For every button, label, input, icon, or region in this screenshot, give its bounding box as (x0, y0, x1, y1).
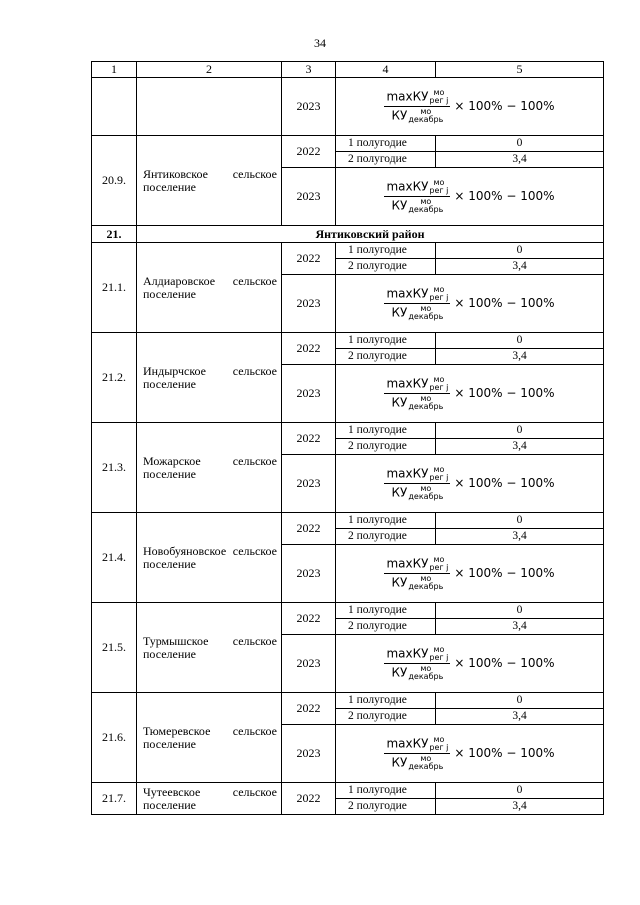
formula-den-base: КУ (391, 485, 408, 500)
formula-den-base: КУ (391, 305, 408, 320)
formula-tail: × 100% − 100% (454, 566, 555, 580)
year-cell: 2022 (282, 333, 336, 365)
formula-num-sub: рег j (429, 186, 449, 195)
formula-den-base: КУ (391, 108, 408, 123)
row-number-cell: 21.1. (92, 243, 137, 333)
formula-num-base: maxКУ (386, 556, 429, 571)
header-row (92, 62, 604, 78)
formula-fraction (384, 89, 450, 124)
settlement-name-cell: Индырчское сельское поселение (137, 333, 282, 423)
header-cell: 3 (282, 62, 336, 78)
formula-num-sup: мо (433, 88, 445, 97)
table-row (92, 136, 604, 152)
header-cell: 1 (92, 62, 137, 78)
row-number-cell: 21.2. (92, 333, 137, 423)
half-year-cell: 2 полугодие (336, 259, 436, 275)
tariff-table (91, 61, 604, 815)
formula-numerator (384, 556, 450, 574)
formula-num-sub: рег j (429, 743, 449, 752)
formula-denominator (390, 664, 446, 681)
formula-num-sub: рег j (429, 563, 449, 572)
formula-cell (336, 365, 604, 423)
half-year-cell: 1 полугодие (336, 423, 436, 439)
table-row (92, 423, 604, 439)
half-year-cell: 2 полугодие (336, 439, 436, 455)
formula-numerator (384, 466, 450, 484)
formula-numerator (384, 286, 450, 304)
half-year-cell: 1 полугодие (336, 243, 436, 259)
header-cell: 4 (336, 62, 436, 78)
formula-den-base: КУ (391, 198, 408, 213)
formula-den-base: КУ (391, 755, 408, 770)
formula-den-sup: мо (420, 484, 432, 493)
value-cell: 3,4 (436, 799, 604, 815)
value-cell: 0 (436, 693, 604, 709)
formula-fraction (384, 736, 450, 771)
formula-num-base: maxКУ (386, 286, 429, 301)
formula-numerator (384, 646, 450, 664)
table-row (92, 603, 604, 619)
formula-tail: × 100% − 100% (454, 476, 555, 490)
table-row (92, 78, 604, 136)
settlement-name-cell (137, 78, 282, 136)
formula-denominator (390, 197, 446, 214)
year-cell: 2023 (282, 545, 336, 603)
section-row (92, 226, 604, 243)
year-cell: 2022 (282, 423, 336, 455)
formula-fraction (384, 376, 450, 411)
page-number: 34 (314, 36, 326, 50)
formula-num-sup: мо (433, 555, 445, 564)
table-row (92, 513, 604, 529)
value-cell: 3,4 (436, 152, 604, 168)
value-cell: 0 (436, 783, 604, 799)
formula-num-sup: мо (433, 375, 445, 384)
formula-num-sub: рег j (429, 383, 449, 392)
row-number-cell (92, 78, 137, 136)
formula-den-base: КУ (391, 665, 408, 680)
formula-fraction (384, 646, 450, 681)
table-body (92, 62, 604, 815)
year-cell: 2022 (282, 513, 336, 545)
value-cell: 0 (436, 423, 604, 439)
formula-denominator (390, 754, 446, 771)
half-year-cell: 1 полугодие (336, 136, 436, 152)
formula-den-sub: декабрь (408, 672, 444, 681)
formula-num-sub: рег j (429, 473, 449, 482)
formula-den-sup: мо (420, 574, 432, 583)
header-cell: 5 (436, 62, 604, 78)
formula-tail: × 100% − 100% (454, 386, 555, 400)
table-row (92, 693, 604, 709)
half-year-cell: 2 полугодие (336, 529, 436, 545)
formula-num-sup: мо (433, 178, 445, 187)
section-number-cell: 21. (92, 226, 137, 243)
formula-den-sub: декабрь (408, 115, 444, 124)
formula-tail: × 100% − 100% (454, 99, 555, 113)
formula-cell (336, 168, 604, 226)
formula-den-sub: декабрь (408, 762, 444, 771)
formula-num-sub: рег j (429, 293, 449, 302)
half-year-cell: 1 полугодие (336, 333, 436, 349)
formula-cell (336, 78, 604, 136)
value-cell: 0 (436, 603, 604, 619)
half-year-cell: 2 полугодие (336, 619, 436, 635)
settlement-name-cell: Тюмеревское сельское поселение (137, 693, 282, 783)
year-cell: 2022 (282, 783, 336, 815)
year-cell: 2023 (282, 455, 336, 513)
row-number-cell: 21.4. (92, 513, 137, 603)
header-cell: 2 (137, 62, 282, 78)
formula-num-base: maxКУ (386, 466, 429, 481)
half-year-cell: 2 полугодие (336, 799, 436, 815)
formula-num-sup: мо (433, 285, 445, 294)
formula-numerator (384, 736, 450, 754)
formula-num-base: maxКУ (386, 376, 429, 391)
settlement-name-cell: Алдиаровское сельское поселение (137, 243, 282, 333)
settlement-name-cell: Можарское сельское поселение (137, 423, 282, 513)
formula-num-sup: мо (433, 735, 445, 744)
half-year-cell: 1 полугодие (336, 693, 436, 709)
formula-fraction (384, 466, 450, 501)
formula-fraction (384, 286, 450, 321)
value-cell: 3,4 (436, 349, 604, 365)
formula-den-sup: мо (420, 304, 432, 313)
formula-cell (336, 455, 604, 513)
formula-denominator (390, 574, 446, 591)
formula-den-sup: мо (420, 107, 432, 116)
value-cell: 0 (436, 136, 604, 152)
formula-tail: × 100% − 100% (454, 189, 555, 203)
formula-num-sup: мо (433, 465, 445, 474)
table-row (92, 243, 604, 259)
settlement-name-cell: Чутеевское сельское поселение (137, 783, 282, 815)
year-cell: 2022 (282, 603, 336, 635)
year-cell: 2023 (282, 725, 336, 783)
settlement-name-cell: Янтиковское сельское поселение (137, 136, 282, 226)
formula-denominator (390, 304, 446, 321)
formula-den-sub: декабрь (408, 402, 444, 411)
index-formula (384, 179, 554, 214)
half-year-cell: 1 полугодие (336, 603, 436, 619)
formula-num-sub: рег j (429, 653, 449, 662)
formula-den-sub: декабрь (408, 205, 444, 214)
formula-cell (336, 545, 604, 603)
year-cell: 2022 (282, 136, 336, 168)
section-title-cell: Янтиковский район (137, 226, 604, 243)
value-cell: 0 (436, 333, 604, 349)
formula-fraction (384, 179, 450, 214)
formula-den-sup: мо (420, 664, 432, 673)
formula-tail: × 100% − 100% (454, 746, 555, 760)
row-number-cell: 20.9. (92, 136, 137, 226)
formula-numerator (384, 179, 450, 197)
year-cell: 2022 (282, 693, 336, 725)
formula-den-sub: декабрь (408, 312, 444, 321)
formula-denominator (390, 484, 446, 501)
index-formula (384, 286, 554, 321)
settlement-name-cell: Новобуяновское сельское поселение (137, 513, 282, 603)
value-cell: 3,4 (436, 709, 604, 725)
formula-cell (336, 725, 604, 783)
value-cell: 3,4 (436, 619, 604, 635)
formula-den-base: КУ (391, 575, 408, 590)
value-cell: 0 (436, 513, 604, 529)
half-year-cell: 2 полугодие (336, 152, 436, 168)
row-number-cell: 21.3. (92, 423, 137, 513)
half-year-cell: 2 полугодие (336, 709, 436, 725)
formula-den-sup: мо (420, 197, 432, 206)
index-formula (384, 376, 554, 411)
table-row (92, 333, 604, 349)
formula-num-sub: рег j (429, 96, 449, 105)
formula-num-base: maxКУ (386, 89, 429, 104)
value-cell: 3,4 (436, 259, 604, 275)
formula-den-sub: декабрь (408, 492, 444, 501)
formula-cell (336, 275, 604, 333)
half-year-cell: 1 полугодие (336, 783, 436, 799)
formula-numerator (384, 376, 450, 394)
formula-den-sup: мо (420, 754, 432, 763)
year-cell: 2023 (282, 635, 336, 693)
formula-tail: × 100% − 100% (454, 656, 555, 670)
formula-denominator (390, 394, 446, 411)
formula-numerator (384, 89, 450, 107)
formula-den-sup: мо (420, 394, 432, 403)
formula-num-base: maxКУ (386, 736, 429, 751)
settlement-name-cell: Турмышское сельское поселение (137, 603, 282, 693)
formula-cell (336, 635, 604, 693)
half-year-cell: 2 полугодие (336, 349, 436, 365)
formula-fraction (384, 556, 450, 591)
year-cell: 2023 (282, 365, 336, 423)
formula-den-sub: декабрь (408, 582, 444, 591)
year-cell: 2023 (282, 78, 336, 136)
row-number-cell: 21.7. (92, 783, 137, 815)
formula-num-sup: мо (433, 645, 445, 654)
formula-den-base: КУ (391, 395, 408, 410)
row-number-cell: 21.5. (92, 603, 137, 693)
table-row (92, 783, 604, 799)
half-year-cell: 1 полугодие (336, 513, 436, 529)
index-formula (384, 89, 554, 124)
formula-denominator (390, 107, 446, 124)
index-formula (384, 736, 554, 771)
formula-tail: × 100% − 100% (454, 296, 555, 310)
year-cell: 2023 (282, 168, 336, 226)
year-cell: 2023 (282, 275, 336, 333)
index-formula (384, 466, 554, 501)
row-number-cell: 21.6. (92, 693, 137, 783)
formula-num-base: maxКУ (386, 179, 429, 194)
year-cell: 2022 (282, 243, 336, 275)
index-formula (384, 556, 554, 591)
value-cell: 0 (436, 243, 604, 259)
index-formula (384, 646, 554, 681)
value-cell: 3,4 (436, 529, 604, 545)
formula-num-base: maxКУ (386, 646, 429, 661)
value-cell: 3,4 (436, 439, 604, 455)
